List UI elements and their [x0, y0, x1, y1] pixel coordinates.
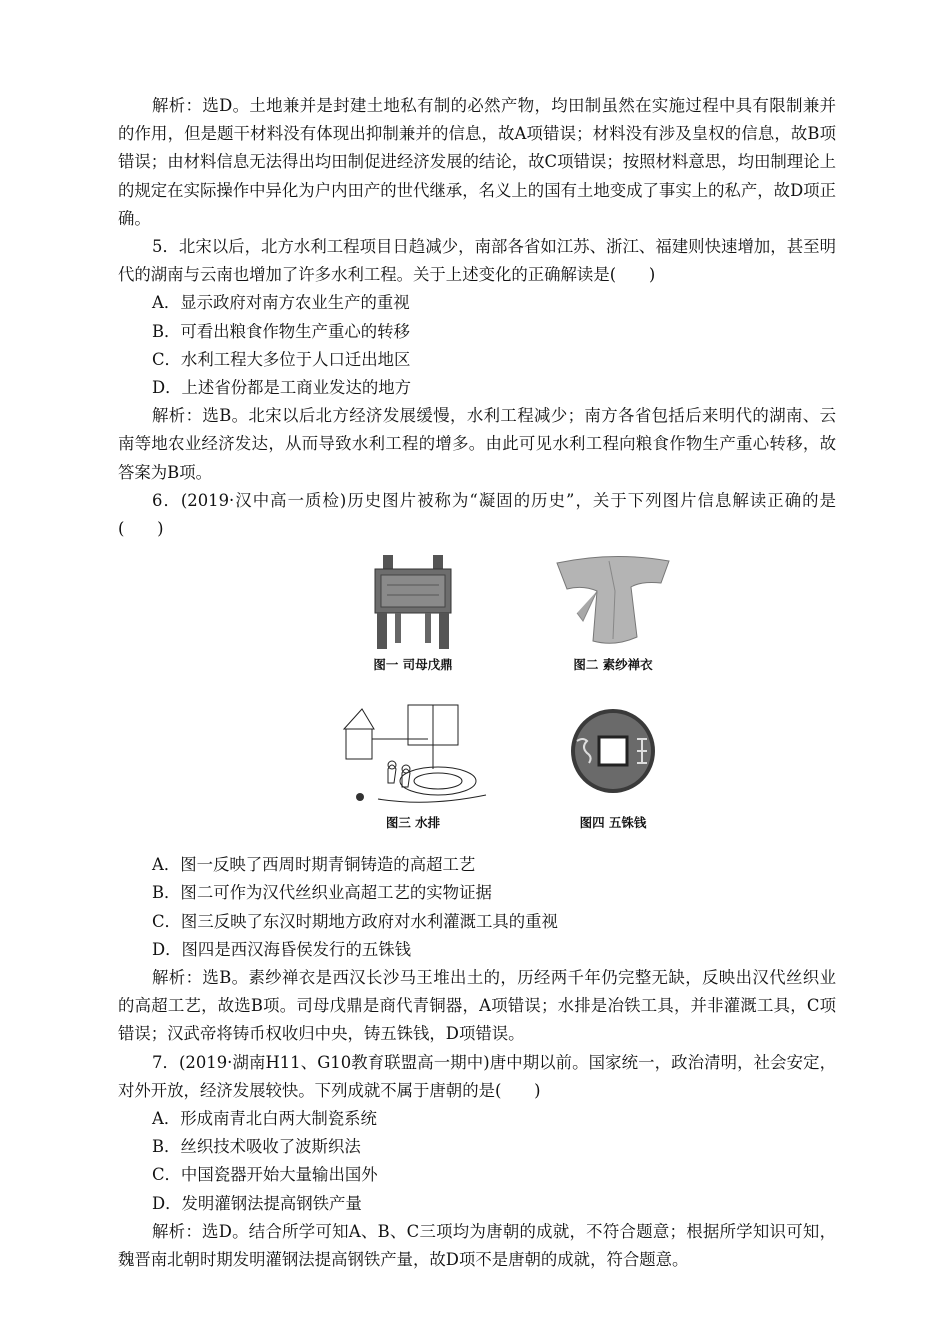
water-bellows-image: [338, 699, 488, 809]
analysis-paragraph: 解析：选B。北宋以后北方经济发展缓慢，水利工程减少；南方各省包括后来明代的湖南、云南等地农业经济发达，从而导致水利工程的增多。由此可见水利工程向粮食作物生产重心转移，故答案为B项。: [118, 406, 836, 482]
question-6: 6．(2019·汉中高一质检)历史图片被称为“凝固的历史”，关于下列图片信息解读正确的是( ): [118, 490, 836, 539]
figure-4-caption: 图四 五铢钱: [579, 815, 647, 831]
figure-2: [533, 551, 693, 673]
option-d: D．上述省份都是工商业发达的地方: [152, 378, 411, 398]
figure-3: [333, 699, 493, 831]
analysis-paragraph: 解析：选D。结合所学可知A、B、C三项均为唐朝的成就，不符合题意；根据所学知识可知，魏晋南北朝时期发明灌钢法提高钢铁产量，故D项不是唐朝的成就，符合题意。: [118, 1221, 836, 1270]
figure-grid: [118, 551, 836, 847]
question-5: 5．北宋以后，北方水利工程项目日趋减少，南部各省如江苏、浙江、福建则快速增加，甚至明代的湖南与云南也增加了许多水利工程。关于上述变化的正确解读是( ): [118, 237, 836, 285]
option-d: D．发明灌钢法提高钢铁产量: [152, 1193, 362, 1213]
option-a: A．显示政府对南方农业生产的重视: [152, 293, 410, 313]
figure-3-caption: 图三 水排: [385, 815, 441, 831]
question-7: 7．(2019·湖南H11、G10教育联盟高一期中)唐中期以前。国家统一，政治清明，社会安定，对外开放，经济发展较快。下列成就不属于唐朝的是( ): [118, 1052, 836, 1100]
option-c: C．中国瓷器开始大量输出国外: [152, 1165, 378, 1185]
option-c: C．图三反映了东汉时期地方政府对水利灌溉工具的重视: [152, 911, 558, 931]
option-a: A．图一反映了西周时期青铜铸造的高超工艺: [152, 855, 476, 875]
option-c: C．水利工程大多位于人口迁出地区: [152, 349, 411, 369]
figure-4: [533, 699, 693, 831]
option-d: D．图四是西汉海昏侯发行的五铢钱: [152, 939, 411, 959]
figure-1-caption: 图一 司母戊鼎: [373, 657, 453, 673]
option-b: B．可看出粮食作物生产重心的转移: [152, 321, 410, 341]
ding-vessel-image: [365, 551, 461, 651]
analysis-paragraph: 解析：选B。素纱禅衣是西汉长沙马王堆出土的，历经两千年仍完整无缺，反映出汉代丝织业的高超工艺，故选B项。司母戊鼎是商代青铜器，A项错误；水排是冶铁工具，并非灌溉工具，C项错误；汉武帝将铸币权收归中央，铸五铢钱，D项错误。: [118, 968, 836, 1044]
wuzhu-coin-image: [563, 699, 663, 809]
figure-1: [333, 551, 493, 673]
option-b: B．丝织技术吸收了波斯织法: [152, 1137, 361, 1157]
analysis-paragraph: 解析：选D。土地兼并是封建土地私有制的必然产物，均田制虽然在实施过程中具有限制兼并的作用，但是题干材料没有体现出抑制兼并的信息，故A项错误；材料没有涉及皇权的信息，故B项错误；由材料信息无法得出均田制促进经济发展的结论，故C项错误；按照材料意思，均田制理论上的规定在实际操作中异化为户内田产的世代继承，名义上的国有土地变成了事实上的私产，故D项正确。: [118, 96, 836, 228]
figure-2-caption: 图二 素纱禅衣: [573, 657, 653, 673]
silk-robe-image: [553, 551, 673, 651]
option-b: B．图二可作为汉代丝织业高超工艺的实物证据: [152, 883, 492, 903]
document-page: [118, 92, 836, 1274]
option-a: A．形成南青北白两大制瓷系统: [152, 1109, 377, 1129]
